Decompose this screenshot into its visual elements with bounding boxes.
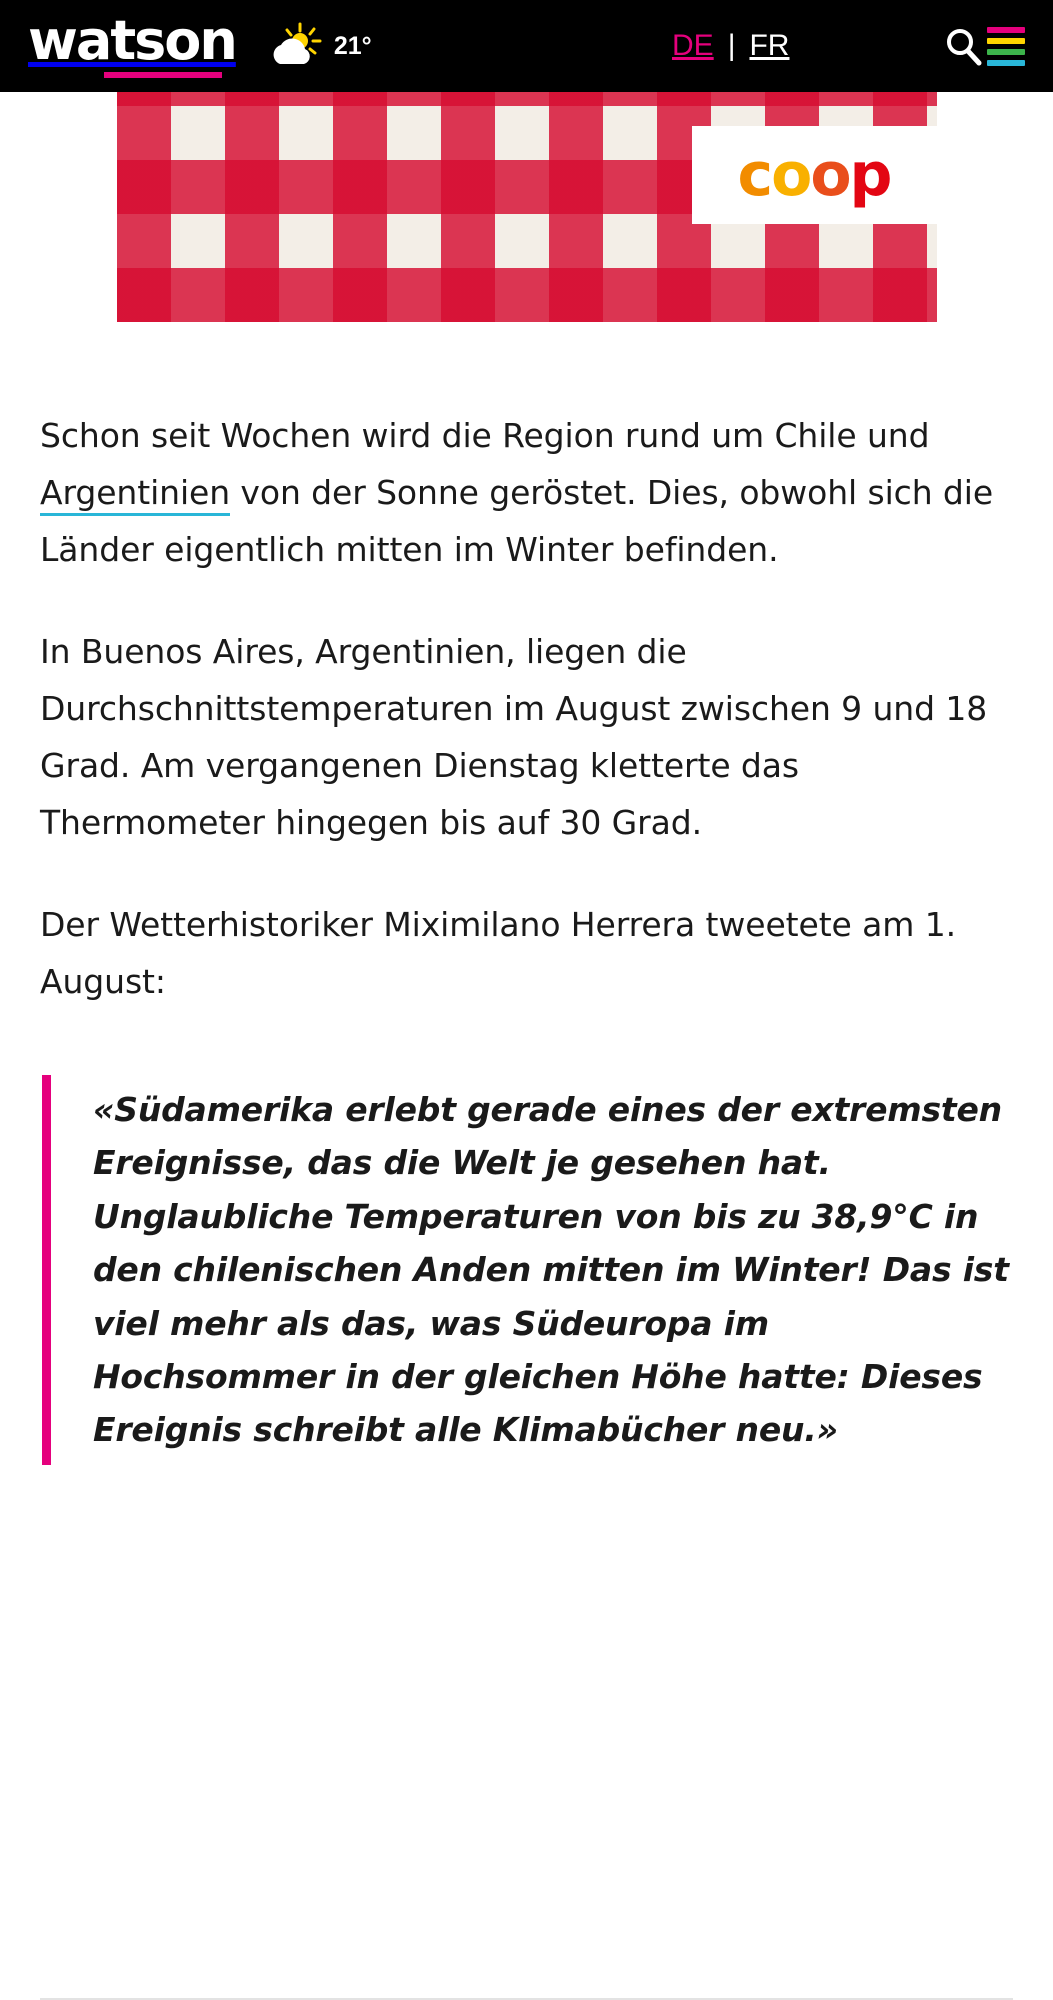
hamburger-menu-icon[interactable] <box>987 27 1025 66</box>
advertisement-area <box>0 92 1053 322</box>
paragraph-1 <box>40 408 1013 578</box>
logo-text: watson <box>28 9 236 72</box>
search-icon[interactable] <box>943 26 983 66</box>
argentinien-link[interactable]: Argentinien <box>40 473 230 516</box>
language-switcher <box>672 29 789 63</box>
lang-separator: | <box>727 29 736 62</box>
paragraph-3: Der Wetterhistoriker Miximilano Herrera tweetete am 1. August: <box>40 905 956 1001</box>
lang-fr-link[interactable]: FR <box>749 29 790 62</box>
coop-logo: coop <box>737 140 891 210</box>
coop-logo-box <box>692 126 937 224</box>
lang-de-link[interactable]: DE <box>672 29 714 62</box>
weather-widget[interactable] <box>266 22 372 70</box>
weather-temperature: 21° <box>333 31 372 60</box>
pullquote <box>42 1075 1013 1465</box>
site-header <box>0 0 1053 92</box>
paragraph-1-before-link: Schon seit Wochen wird die Region rund um Chile und <box>40 416 930 455</box>
watson-logo[interactable] <box>28 9 236 78</box>
header-tools <box>943 26 1025 66</box>
sun-behind-cloud-icon <box>266 22 326 70</box>
paragraph-2: In Buenos Aires, Argentinien, liegen die Durchschnittstemperaturen im August zwischen 9 und 18 Grad. Am vergangenen Dienstag kletterte das Thermometer hingegen bis auf 30 Grad. <box>40 632 988 842</box>
logo-underline <box>104 72 222 78</box>
coop-ad-banner[interactable] <box>117 92 937 322</box>
pullquote-text: «Südamerika erlebt gerade eines der extremsten Ereignisse, das die Welt je gesehen hat. Unglaubliche Temperaturen von bis zu 38,9°C in den chilenischen Anden mitten im Winter! Das ist viel mehr als das, was Südeuropa im Hochsommer in der gleichen Höhe hatte: Dieses Ereignis schreibt alle Klimabücher neu.» <box>93 1089 1009 1450</box>
paragraph-1-after-link: von der Sonne geröstet. Dies, obwohl sich die Länder eigentlich mitten im Winter befinden. <box>40 472 994 569</box>
article-body <box>0 408 1053 1465</box>
